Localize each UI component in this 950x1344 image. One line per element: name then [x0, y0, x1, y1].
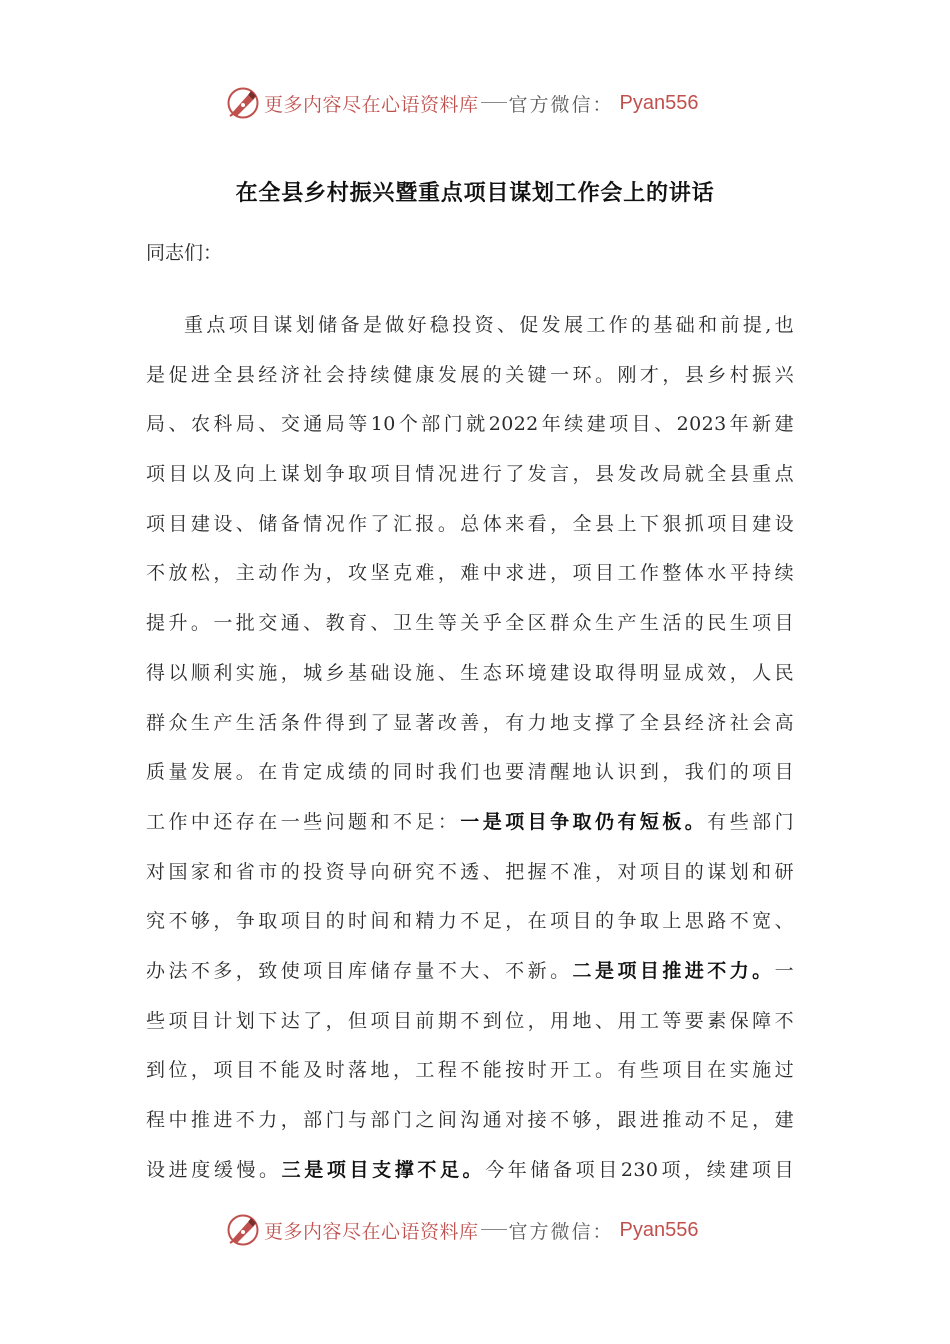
body-line: [146, 748, 794, 798]
salutation: 同志们：: [146, 242, 223, 264]
emphasis-heading: 二是项目推进不力。: [572, 959, 775, 982]
body-line: [146, 897, 794, 947]
body-line: [146, 649, 794, 699]
watermark-brand: 更多内容尽在心语资料库: [264, 93, 479, 116]
body-line-text: 群众生产生活条件得到了显著改善，有力地支撑了全县经济社会高: [146, 711, 794, 734]
body-line-text: 重点项目谋划储备是做好稳投资、促发展工作的基础和前提,也: [184, 314, 794, 336]
body-line: [146, 549, 794, 599]
body-line-text: 些项目计划下达了，但项目前期不到位，用地、用工等要素保障不: [146, 1009, 794, 1032]
body-line-text: 办法不多，致使项目库储存量不大、不新。: [146, 959, 573, 982]
footer-watermark: [226, 1213, 699, 1247]
body-line: [146, 848, 794, 898]
body-line: [146, 301, 794, 351]
body-line-text: 得以顺利实施，城乡基础设施、生态环境建设取得明显成效，人民: [146, 661, 794, 684]
body-line-text: 到位，项目不能及时落地，工程不能按时开工。有些项目在实施过: [146, 1059, 794, 1082]
body-line: [146, 599, 794, 649]
body-line-text: 是促进全县经济社会持续健康发展的关键一环。刚才，县乡村振兴: [146, 363, 794, 386]
pen-nib-logo-icon: [226, 1213, 260, 1247]
body-line-text: 局、农科局、交通局等10个部门就2022年续建项目、2023年新建: [146, 413, 794, 436]
body-line: [146, 1096, 794, 1146]
emphasis-heading: 一是项目争取仍有短板。: [460, 810, 708, 833]
header-watermark: [226, 86, 699, 120]
body-paragraph: [146, 301, 794, 1195]
body-line: [146, 450, 794, 500]
body-line: [146, 699, 794, 749]
body-line-text: 今年储备项目230项，续建项目: [485, 1158, 794, 1181]
watermark-dash: [481, 102, 507, 103]
body-line-text: 不放松，主动作为，攻坚克难，难中求进，项目工作整体水平持续: [146, 562, 794, 585]
watermark-wechat-id: Pyan556: [619, 1218, 699, 1241]
body-line: [146, 1046, 794, 1096]
body-line-text: 对国家和省市的投资导向研究不透、把握不准，对项目的谋划和研: [146, 860, 794, 883]
watermark-official-label: 官方微信：: [508, 1220, 614, 1243]
body-line: [146, 997, 794, 1047]
body-line-text: 究不够，争取项目的时间和精力不足，在项目的争取上思路不宽、: [146, 910, 794, 933]
body-line-text: 提升。一批交通、教育、卫生等关乎全区群众生产生活的民生项目: [146, 612, 794, 635]
body-line-text: 设进度缓慢。: [146, 1158, 282, 1181]
body-line: [146, 351, 794, 401]
body-line: [146, 947, 794, 997]
document-title: 在全县乡村振兴暨重点项目谋划工作会上的讲话: [235, 181, 715, 206]
watermark-dash: [481, 1229, 507, 1230]
body-line: [146, 500, 794, 550]
body-line: [146, 1146, 794, 1196]
body-line: [146, 400, 794, 450]
watermark-wechat-id: Pyan556: [619, 91, 699, 114]
body-line-text: 质量发展。在肯定成绩的同时我们也要清醒地认识到，我们的项目: [146, 761, 794, 784]
body-line: [146, 798, 794, 848]
emphasis-heading: 三是项目支撑不足。: [281, 1158, 486, 1181]
body-line-text: 工作中还存在一些问题和不足：: [146, 810, 461, 833]
pen-nib-logo-icon: [226, 86, 260, 120]
body-line-text: 一: [774, 959, 794, 982]
watermark-official-label: 官方微信：: [508, 93, 614, 116]
watermark-brand: 更多内容尽在心语资料库: [264, 1220, 479, 1243]
body-line-text: 项目建设、储备情况作了汇报。总体来看，全县上下狠抓项目建设: [146, 512, 794, 535]
body-line-text: 程中推进不力，部门与部门之间沟通对接不够，跟进推动不足，建: [146, 1109, 794, 1131]
body-line-text: 有些部门: [707, 810, 794, 833]
body-line-text: 项目以及向上谋划争取项目情况进行了发言，县发改局就全县重点: [146, 463, 794, 486]
